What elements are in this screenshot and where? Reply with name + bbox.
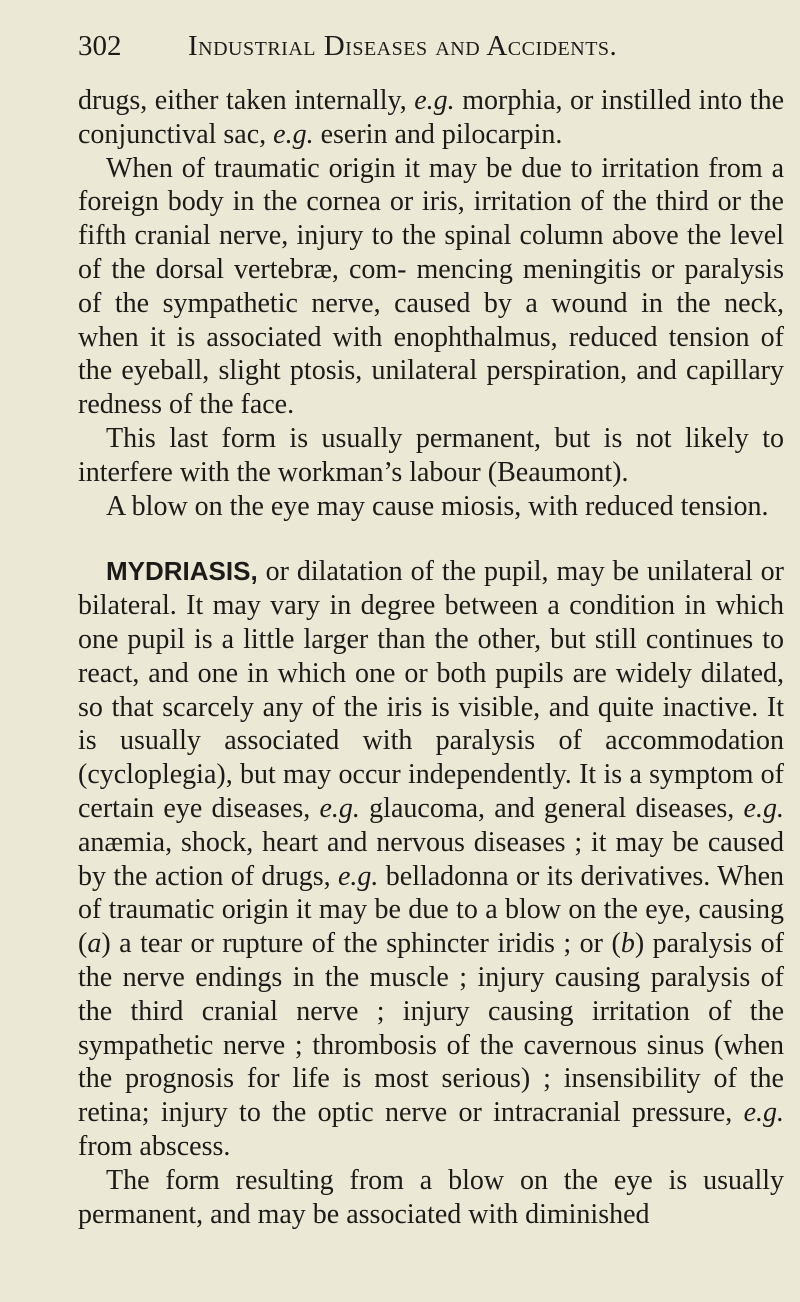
italic-letter: b xyxy=(620,928,635,960)
text-run: morphia, or instilled into the conjunctival sac, xyxy=(78,85,784,150)
text-run: anæmia, shock, heart and nervous diseases ; it may be caused by the action of drugs, xyxy=(78,826,784,892)
term-heading-mydriasis: MYDRIASIS, xyxy=(106,556,258,587)
italic-abbreviation: e.g. xyxy=(414,85,455,116)
paragraph-drugs xyxy=(78,84,784,152)
text-run: from abscess. xyxy=(78,1130,231,1162)
paragraph-mydriasis xyxy=(78,555,784,1163)
text-run: ) paralysis of the nerve endings in the muscle ; injury causing paralysis of the third cranial nerve ; injury causing irritation of the sympathetic nerve ; thrombosis of the cavernous sinus (when the prognosis for life is most serious) ; insensibility of the retina; injury to the optic nerve or intracranial pressure, xyxy=(78,928,784,1129)
book-page xyxy=(78,22,784,1231)
text-run: or dilatation of the pupil, may be unilateral or bilateral. It may vary in degree between a condition in which one pupil is a little larger than the other, but still continues to react, and one in which one or both pupils are widely dilated, so that scarcely any of the iris is visible, and quite inactive. It is usually associated with paralysis of accommodation (cycloplegia), but may occur independently. It is a symptom of certain eye diseases, xyxy=(78,556,784,824)
text-run: belladonna or its derivatives. When of traumatic origin it may be due to a blow on the eye, causing ( xyxy=(78,860,785,960)
italic-abbreviation: e.g. xyxy=(743,792,784,824)
paragraph-form-resulting: The form resulting from a blow on the eye is usually permanent, and may be associated with diminished xyxy=(78,1164,784,1230)
page-number: 302 xyxy=(78,30,122,62)
paragraph-blow-miosis: A blow on the eye may cause miosis, with reduced tension. xyxy=(106,490,769,522)
italic-letter: a xyxy=(87,928,102,960)
paragraph-last-form: This last form is usually permanent, but is not likely to interfere with the workman’s labour (Beaumont). xyxy=(78,422,784,488)
text-run: ) a tear or rupture of the sphincter iridis ; or ( xyxy=(101,928,621,960)
text-run: glaucoma, and general diseases, xyxy=(359,792,744,824)
text-run: eserin and pilocarpin. xyxy=(313,118,563,150)
italic-abbreviation: e.g. xyxy=(273,118,314,150)
italic-abbreviation: e.g. xyxy=(743,1097,784,1129)
paragraph-traumatic-origin: When of traumatic origin it may be due to irritation from a foreign body in the cornea or iris, irritation of the third or the fifth cranial nerve, injury to the spinal column above the level of the dorsal vertebræ, com- mencing meningitis or paralysis of the sympathetic nerve, caused by a wound in the neck, when it is associated with enophthalmus, reduced tension of the eyeball, slight ptosis, unilateral perspiration, and capillary redness of the face. xyxy=(78,152,784,421)
running-title: Industrial Diseases and Accidents. xyxy=(188,30,618,62)
body-text xyxy=(78,84,784,1231)
italic-abbreviation: e.g. xyxy=(319,792,360,824)
text-run: drugs, either taken internally, xyxy=(78,85,415,116)
page-header xyxy=(78,22,784,70)
italic-abbreviation: e.g. xyxy=(337,860,379,892)
